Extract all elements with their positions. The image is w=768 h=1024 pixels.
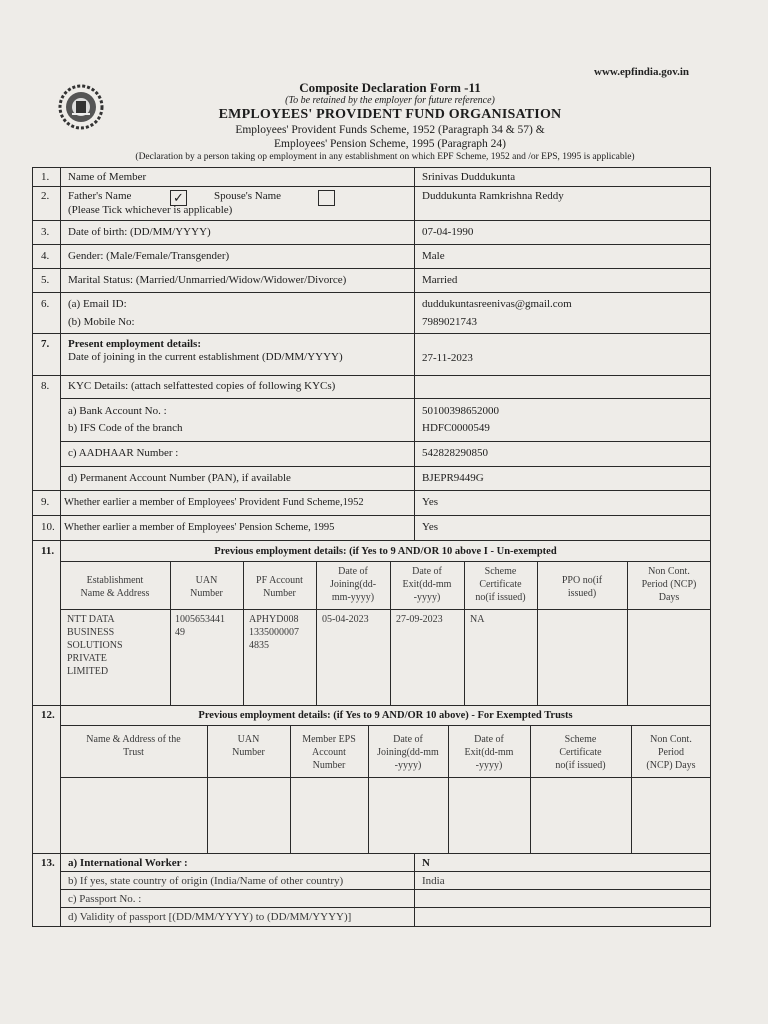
present-employment-label: Present employment details: <box>68 338 201 350</box>
eps-member-value: Yes <box>422 521 439 533</box>
fathers-name-label: Father's Name <box>68 190 132 202</box>
r11-header-doj: Date of Joining(dd- mm-yyyy) <box>329 566 377 603</box>
international-worker-value: N <box>422 857 430 869</box>
r11-doj-value: 05-04-2023 <box>322 614 369 625</box>
row-6-number: 6. <box>41 298 50 310</box>
row-13-number: 13. <box>41 857 55 869</box>
scheme-line-2: Employees' Pension Scheme, 1995 (Paragraph 24) <box>273 138 507 150</box>
bank-account-label: a) Bank Account No. : <box>68 405 167 417</box>
country-origin-value: India <box>422 875 445 887</box>
r12-header-ncp: Non Cont. Period (NCP) Days <box>646 734 696 771</box>
international-worker-label: a) International Worker : <box>68 857 188 869</box>
epf-member-label: Whether earlier a member of Employees' Provident Fund Scheme,1952 <box>64 497 364 508</box>
row-11-number: 11. <box>41 545 55 557</box>
row-4-number: 4. <box>41 250 50 262</box>
pan-value: BJEPR9449G <box>422 472 484 484</box>
gender-label: Gender: (Male/Female/Transgender) <box>68 250 230 262</box>
r11-header-ppo: PPO no(if issued) <box>561 575 603 599</box>
checkmark-icon: ✓ <box>173 190 184 205</box>
doj-current-label: Date of joining in the current establishment (DD/MM/YYYY) <box>68 351 343 363</box>
r12-header-trust: Name & Address of the Trust <box>86 734 181 758</box>
scheme-line-1: Employees' Provident Funds Scheme, 1952 (Paragraph 34 & 57) & <box>235 124 545 136</box>
country-origin-label: b) If yes, state country of origin (India/Name of other country) <box>68 875 344 887</box>
dob-label: Date of birth: (DD/MM/YYYY) <box>68 226 211 238</box>
r11-header-doe: Date of Exit(dd-mm -yyyy) <box>402 566 452 603</box>
r11-uan-value: 1005653441 49 <box>175 614 225 638</box>
row-9-number: 9. <box>41 496 50 508</box>
row-7-number: 7. <box>41 338 50 350</box>
r12-header-doj: Date of Joining(dd-mm -yyyy) <box>377 734 439 771</box>
bank-account-value: 50100398652000 <box>422 405 499 417</box>
org-name: EMPLOYEES' PROVIDENT FUND ORGANISATION <box>218 107 562 122</box>
r11-header-pf-account: PF Account Number <box>256 575 303 599</box>
r11-header-establishment: Establishment Name & Address <box>80 575 150 599</box>
r11-pf-account-value: APHYD008 1335000007 4835 <box>249 614 299 651</box>
row-1-number: 1. <box>41 171 50 183</box>
father-spouse-name-value: Duddukunta Ramkrishna Reddy <box>422 190 564 202</box>
unexempted-section-title: Previous employment details: (if Yes to 9 AND/OR 10 above I - Un-exempted <box>214 546 557 557</box>
r12-header-doe: Date of Exit(dd-mm -yyyy) <box>464 734 514 771</box>
aadhaar-label: c) AADHAAR Number : <box>68 447 179 459</box>
r11-header-uan: UAN Number <box>190 575 223 599</box>
member-name-label: Name of Member <box>68 171 147 183</box>
row-3-number: 3. <box>41 226 50 238</box>
mobile-value: 7989021743 <box>422 316 477 328</box>
ifsc-label: b) IFS Code of the branch <box>68 422 183 434</box>
marital-status-value: Married <box>422 274 458 286</box>
r11-doe-value: 27-09-2023 <box>396 614 443 625</box>
mobile-label: (b) Mobile No: <box>68 316 135 328</box>
row-10-number: 10. <box>41 521 55 533</box>
spouses-name-checkbox[interactable] <box>318 190 335 206</box>
ifsc-value: HDFC0000549 <box>422 422 490 434</box>
row-5-number: 5. <box>41 274 50 286</box>
exempted-section-title: Previous employment details: (if Yes to 9 AND/OR 10 above) - For Exempted Trusts <box>198 710 573 721</box>
email-value: duddukuntasreenivas@gmail.com <box>422 298 572 310</box>
r12-header-eps-account: Member EPS Account Number <box>302 734 356 771</box>
r11-scheme-cert-value: NA <box>470 614 485 625</box>
doj-current-value: 27-11-2023 <box>422 352 473 364</box>
epf-member-value: Yes <box>422 496 439 508</box>
declaration-note: (Declaration by a person taking op employment in any establishment on which EPF Scheme, 1952 and /or EPS, 1995 is applicable) <box>135 152 635 162</box>
dob-value: 07-04-1990 <box>422 226 474 238</box>
email-label: (a) Email ID: <box>68 298 127 310</box>
passport-validity-label: d) Validity of passport [(DD/MM/YYYY) to (DD/MM/YYYY)] <box>68 911 352 923</box>
r12-header-scheme-cert: Scheme Certificate no(if issued) <box>555 734 606 771</box>
row-8-number: 8. <box>41 380 50 392</box>
kyc-label: KYC Details: (attach selfattested copies of following KYCs) <box>68 380 336 392</box>
member-name-value: Srinivas Duddukunta <box>422 171 516 183</box>
epfo-emblem-icon <box>58 84 104 130</box>
retain-note: (To be retained by the employer for future reference) <box>285 95 495 106</box>
gender-value: Male <box>422 250 445 262</box>
eps-member-label: Whether earlier a member of Employees' Pension Scheme, 1995 <box>64 522 335 533</box>
row-2-number: 2. <box>41 190 50 202</box>
aadhaar-value: 542828290850 <box>422 447 488 459</box>
r11-header-ncp: Non Cont. Period (NCP) Days <box>641 566 697 603</box>
passport-no-label: c) Passport No. : <box>68 893 142 905</box>
marital-status-label: Marital Status: (Married/Unmarried/Widow/Widower/Divorce) <box>68 274 347 286</box>
form-title: Composite Declaration Form -11 <box>299 80 481 95</box>
r11-establishment-value: NTT DATA BUSINESS SOLUTIONS PRIVATE LIMITED <box>67 614 123 677</box>
website-url: www.epfindia.gov.in <box>594 66 690 78</box>
row-12-number: 12. <box>41 709 55 721</box>
r12-header-uan: UAN Number <box>232 734 265 758</box>
pan-label: d) Permanent Account Number (PAN), if available <box>68 472 291 484</box>
tick-instruction-label: (Please Tick whichever is applicable) <box>68 204 233 216</box>
spouses-name-label: Spouse's Name <box>214 190 282 202</box>
r11-header-scheme-cert: Scheme Certificate no(if issued) <box>475 566 526 603</box>
